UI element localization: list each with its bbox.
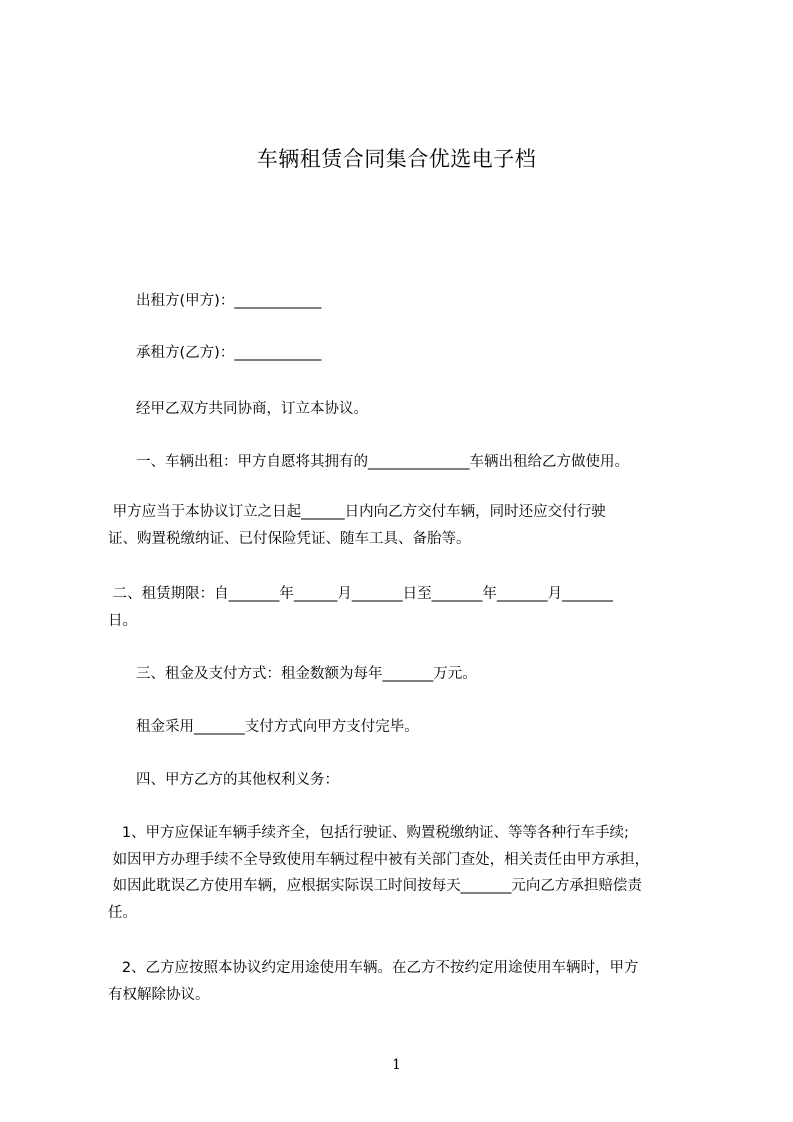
item-1 <box>108 820 708 926</box>
item-2-line: 有权解除协议。 <box>108 986 210 1003</box>
clause-1-detail-line: 证、购置税缴纳证、已付保险凭证、随车工具、备胎等。 <box>108 530 471 547</box>
payment-line: 租金采用_______支付方式向甲方支付完毕。 <box>136 719 419 735</box>
document-title: 车辆租赁合同集合优选电子档 <box>256 147 537 171</box>
clause-1-detail-line: 甲方应当于本协议订立之日起______日内向乙方交付车辆，同时还应交付行驶 <box>108 504 606 520</box>
lessee-line: 承租方(乙方)：____________ <box>136 345 322 361</box>
item-2 <box>108 955 708 1008</box>
item-1-line: 如因甲方办理手续不全导致使用车辆过程中被有关部门查处，相关责任由甲方承担， <box>108 851 650 868</box>
clause-2-line: 二、租赁期限：自_______年______月_______日至_______年_______月_______ <box>108 586 613 602</box>
lessor-line: 出租方(甲方)：____________ <box>136 293 322 309</box>
item-1-line: 任。 <box>108 904 137 921</box>
page-number: 1 <box>392 1057 401 1073</box>
item-1-line: 如因此耽误乙方使用车辆，应根据实际误工时间按每天_______元向乙方承担赔偿责 <box>108 878 642 894</box>
clause-4: 四、甲方乙方的其他权利义务： <box>136 772 339 788</box>
item-2-line: 2、乙方应按照本协议约定用途使用车辆。在乙方不按约定用途使用车辆时，甲方 <box>108 960 639 976</box>
clause-3: 三、租金及支付方式：租金数额为每年_______万元。 <box>136 666 477 682</box>
clause-2 <box>108 581 708 634</box>
intro-line: 经甲乙双方共同协商，订立本协议。 <box>136 401 368 417</box>
clause-2-line: 日。 <box>108 612 137 629</box>
clause-1: 一、车辆出租：甲方自愿将其拥有的______________车辆出租给乙方做使用。 <box>136 454 629 470</box>
clause-1-detail <box>108 499 708 552</box>
item-1-line: 1、甲方应保证车辆手续齐全，包括行驶证、购置税缴纳证、等等各种行车手续; <box>108 825 629 841</box>
